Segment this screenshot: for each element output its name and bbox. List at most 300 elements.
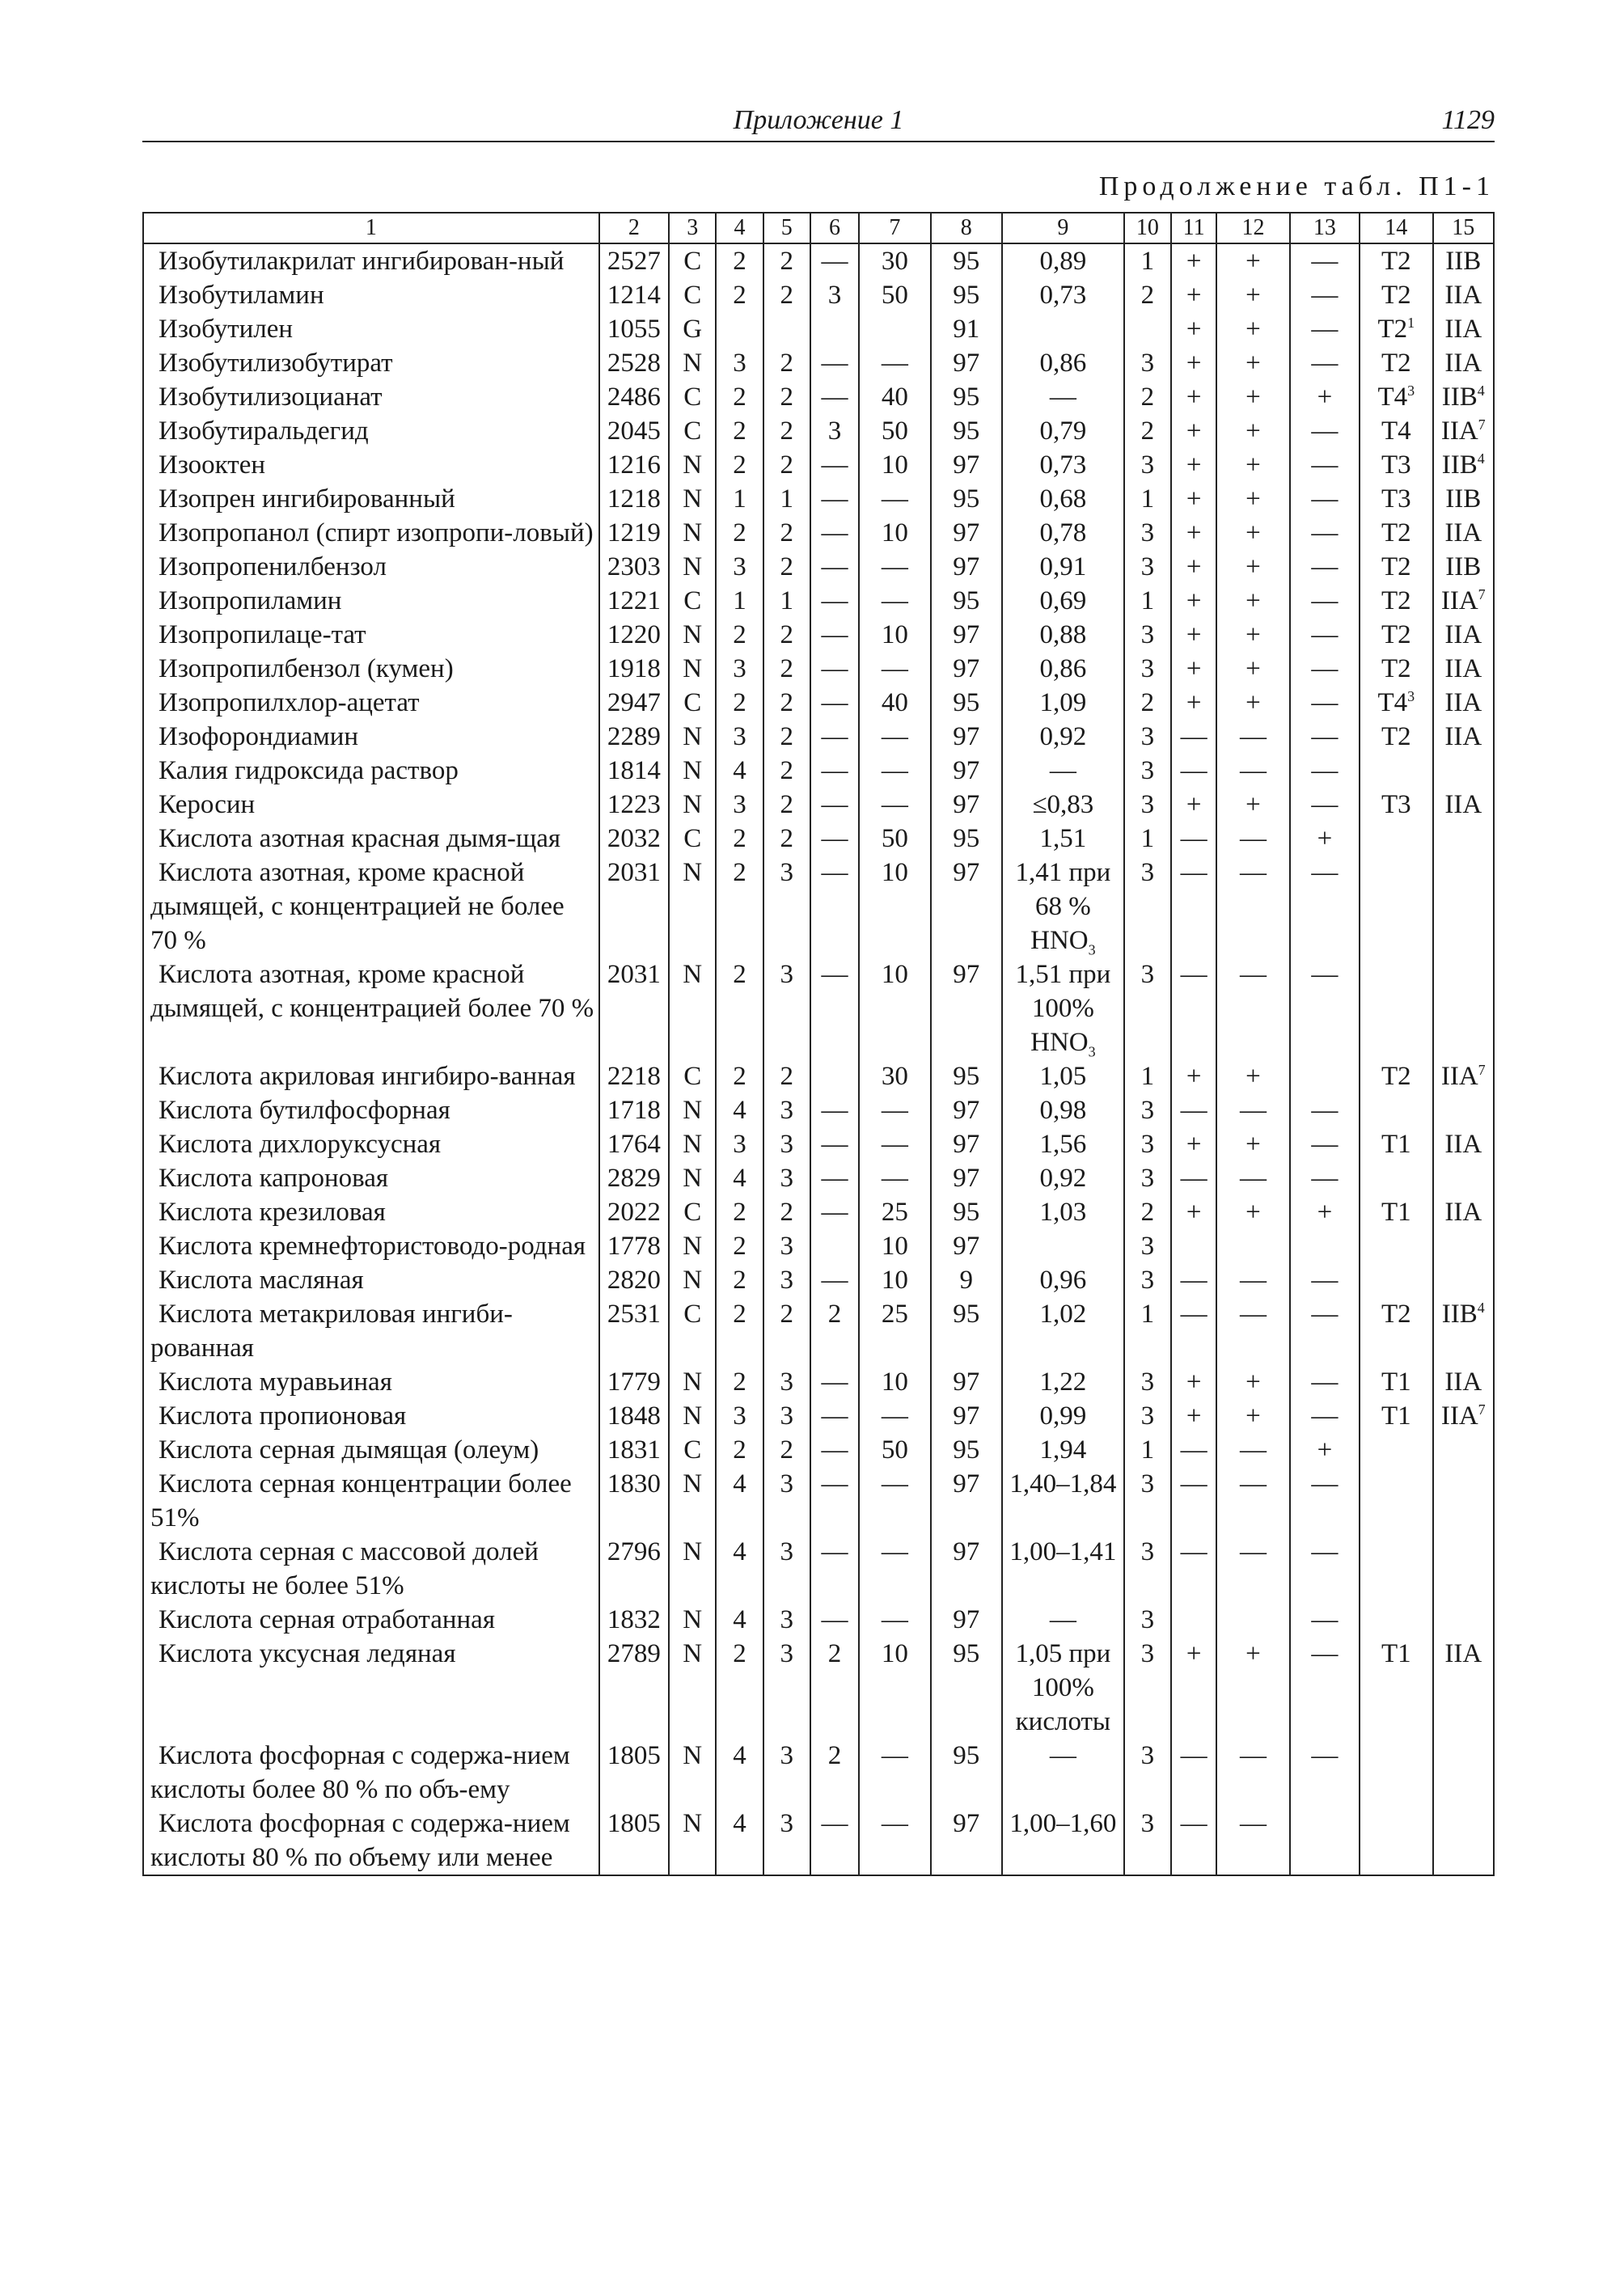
cell-col-5 (763, 686, 810, 720)
cell-col-10 (1124, 1195, 1171, 1229)
cell-col-7 (859, 652, 930, 686)
cell-col-8 (931, 243, 1002, 278)
cell-col-13 (1290, 686, 1360, 720)
cell-value: 1 (1140, 1300, 1155, 1329)
cell-value: 2 (827, 1300, 842, 1329)
cell-col-15 (1433, 243, 1494, 278)
substance-name-text: Изопрен ингибированный (159, 484, 455, 514)
cell-col-8 (931, 482, 1002, 516)
cell-col-7 (859, 957, 930, 1059)
cell-value: + (1186, 1198, 1202, 1227)
cell-value: 3 (1140, 722, 1155, 751)
substance-name (143, 822, 599, 856)
cell-value: — (1311, 688, 1339, 717)
cell-value: 3 (780, 1130, 793, 1159)
cell-value: 0,88 (1039, 620, 1087, 649)
cell-col-10 (1124, 1093, 1171, 1127)
cell-col-12 (1216, 346, 1289, 380)
cell-value: + (1186, 1130, 1202, 1159)
cell-col-14 (1360, 788, 1432, 822)
cell-col-8 (931, 1195, 1002, 1229)
cell-value: N (683, 722, 703, 751)
cell-value: + (1245, 450, 1261, 480)
cell-value: C (683, 416, 702, 446)
substance-name-text: Кислота серная концентрации более 51% (150, 1469, 572, 1532)
cell-col-13 (1290, 550, 1360, 584)
cell-value: 1 (733, 586, 746, 615)
substance-name-text: Кислота фосфорная с содержа-нием кислоты 80 % по объему или менее (150, 1809, 570, 1872)
cell-value: 3 (1140, 790, 1155, 819)
cell-col-2 (599, 482, 669, 516)
cell-value: 2303 (607, 552, 661, 581)
cell-col-10 (1124, 1467, 1171, 1535)
cell-value: 0,99 (1039, 1401, 1087, 1431)
substance-name (143, 1161, 599, 1195)
cell-col-15 (1433, 1535, 1494, 1603)
cell-value: 3 (827, 416, 842, 446)
cell-col-14 (1360, 1739, 1432, 1807)
cell-value: 1,51 (1039, 824, 1087, 853)
cell-col-10 (1124, 754, 1171, 788)
footnote-mark: 7 (1478, 1062, 1486, 1078)
cell-col-12 (1216, 448, 1289, 482)
cell-col-10 (1124, 1739, 1171, 1807)
cell-col-14 (1360, 686, 1432, 720)
cell-value: N (683, 1605, 703, 1634)
cell-value: T2 (1381, 654, 1411, 683)
cell-col-6 (810, 584, 859, 618)
cell-value: 50 (881, 281, 908, 310)
cell-col-8 (931, 380, 1002, 414)
cell-col-8 (931, 312, 1002, 346)
cell-col-15 (1433, 482, 1494, 516)
cell-value: — (1049, 756, 1076, 785)
cell-value: 2 (780, 383, 793, 412)
table-row (143, 1637, 1494, 1739)
cell-value: 2 (780, 1435, 793, 1465)
cell-col-8 (931, 1807, 1002, 1875)
cell-col-14 (1360, 1297, 1432, 1365)
cell-col-11 (1171, 1739, 1216, 1807)
cell-col-7 (859, 720, 930, 754)
cell-col-6 (810, 1263, 859, 1297)
cell-col-4 (716, 1297, 763, 1365)
cell-value: — (1180, 1741, 1207, 1770)
cell-value: 3 (780, 1605, 793, 1634)
cell-col-15 (1433, 1739, 1494, 1807)
cell-value: 1918 (607, 654, 661, 683)
substance-name-text: Изобутилизобутират (159, 349, 393, 378)
cell-value: — (821, 620, 848, 649)
table-row (143, 1297, 1494, 1365)
cell-value: — (1180, 756, 1207, 785)
cell-col-5 (763, 1603, 810, 1637)
cell-value: + (1186, 450, 1202, 480)
cell-value: + (1245, 247, 1261, 276)
cell-col-9 (1002, 243, 1124, 278)
cell-value: 0,91 (1039, 552, 1087, 581)
cell-value: — (881, 552, 908, 581)
cell-value: + (1186, 315, 1202, 344)
substance-name-text: Изопропанол (спирт изопропи-ловый) (159, 518, 594, 547)
substance-name-text: Изопропенилбензол (159, 552, 387, 581)
cell-value: 1 (780, 484, 793, 514)
cell-value: — (1180, 824, 1207, 853)
cell-col-15 (1433, 1637, 1494, 1739)
cell-col-13 (1290, 1637, 1360, 1739)
cell-col-5 (763, 380, 810, 414)
cell-col-2 (599, 1229, 669, 1263)
cell-value: IIA (1444, 620, 1482, 649)
cell-col-7 (859, 448, 930, 482)
footnote-mark: 4 (1477, 1300, 1485, 1316)
cell-col-14 (1360, 1263, 1432, 1297)
cell-col-9 (1002, 1535, 1124, 1603)
cell-value: 3 (1140, 960, 1155, 989)
substance-name-text: Изобутилизоцианат (159, 383, 383, 412)
cell-value: 1778 (607, 1232, 661, 1261)
cell-value: 1,05 при 100% кислоты (1015, 1639, 1111, 1736)
column-number-3: 3 (669, 213, 716, 243)
cell-value: — (1311, 1741, 1339, 1770)
cell-value: + (1245, 654, 1261, 683)
cell-col-6 (810, 1127, 859, 1161)
cell-col-15 (1433, 380, 1494, 414)
cell-col-10 (1124, 1807, 1171, 1875)
cell-col-4 (716, 1229, 763, 1263)
footnote-mark: 7 (1478, 586, 1486, 602)
cell-col-8 (931, 856, 1002, 957)
cell-value: 1 (1140, 586, 1155, 615)
cell-col-11 (1171, 380, 1216, 414)
cell-col-3 (669, 1535, 716, 1603)
substance-name-text: Изобутиральдегид (159, 416, 369, 446)
cell-value: — (821, 1164, 848, 1193)
cell-value: 0,73 (1039, 281, 1087, 310)
cell-col-14 (1360, 1467, 1432, 1535)
cell-col-13 (1290, 1195, 1360, 1229)
substance-name-text: Кислота азотная, кроме красной дымящей, с концентрацией не более 70 % (150, 858, 565, 955)
page-number: 1129 (1441, 105, 1495, 135)
cell-value: N (683, 518, 703, 547)
cell-col-13 (1290, 1229, 1360, 1263)
cell-col-8 (931, 448, 1002, 482)
cell-value: 3 (733, 790, 746, 819)
cell-col-11 (1171, 584, 1216, 618)
cell-value: 1223 (607, 790, 661, 819)
cell-col-11 (1171, 448, 1216, 482)
cell-value: + (1186, 1401, 1202, 1431)
cell-col-10 (1124, 346, 1171, 380)
cell-value: — (881, 1164, 908, 1193)
cell-col-6 (810, 516, 859, 550)
cell-col-7 (859, 516, 930, 550)
cell-value: — (1311, 1469, 1339, 1498)
cell-value: 97 (953, 1164, 980, 1193)
cell-value: 25 (881, 1300, 908, 1329)
cell-col-15 (1433, 788, 1494, 822)
cell-value: 1,40–1,84 (1009, 1469, 1117, 1498)
cell-value: 1848 (607, 1401, 661, 1431)
cell-col-10 (1124, 856, 1171, 957)
substance-name-text: Керосин (159, 790, 256, 819)
cell-value: + (1245, 383, 1261, 412)
cell-value: 2 (780, 790, 793, 819)
cell-value: N (683, 1130, 703, 1159)
cell-value: 95 (953, 1198, 980, 1227)
cell-value: IIA (1440, 416, 1478, 446)
cell-value: + (1245, 688, 1261, 717)
cell-value: — (881, 1469, 908, 1498)
cell-value: 2 (780, 756, 793, 785)
subscript: 3 (1088, 1043, 1096, 1059)
cell-value: 10 (881, 1367, 908, 1397)
cell-value: IIA (1444, 315, 1482, 344)
cell-col-15 (1433, 312, 1494, 346)
cell-value: T1 (1381, 1198, 1411, 1227)
substance-name-text: Изопропилбензол (кумен) (159, 654, 454, 683)
cell-value: 1,03 (1039, 1198, 1087, 1227)
cell-col-9 (1002, 312, 1124, 346)
cell-value: T2 (1381, 1300, 1411, 1329)
cell-value: + (1245, 1639, 1261, 1668)
substance-name-text: Кислота акриловая ингибиро-ванная (159, 1062, 576, 1091)
substance-name-text: Изофорондиамин (159, 722, 359, 751)
cell-value: 95 (953, 416, 980, 446)
cell-value: 1055 (607, 315, 661, 344)
cell-value: 2 (780, 518, 793, 547)
cell-col-5 (763, 1637, 810, 1739)
cell-value: 1805 (607, 1741, 661, 1770)
cell-value: + (1245, 586, 1261, 615)
substance-name (143, 312, 599, 346)
cell-value: 95 (953, 1435, 980, 1465)
cell-value: 2032 (607, 824, 661, 853)
cell-col-9 (1002, 1467, 1124, 1535)
cell-value: 2 (827, 1741, 842, 1770)
cell-col-6 (810, 957, 859, 1059)
cell-value: 3 (733, 1130, 746, 1159)
cell-value: 2 (1140, 416, 1155, 446)
cell-value: 10 (881, 620, 908, 649)
cell-col-11 (1171, 1297, 1216, 1365)
cell-col-14 (1360, 516, 1432, 550)
cell-value: — (1311, 315, 1339, 344)
cell-col-6 (810, 1739, 859, 1807)
cell-col-8 (931, 1229, 1002, 1263)
cell-col-8 (931, 686, 1002, 720)
cell-value: 2 (733, 960, 746, 989)
cell-col-2 (599, 1535, 669, 1603)
cell-value: 1,51 при 100% HNO (1015, 960, 1111, 1057)
cell-col-3 (669, 278, 716, 312)
cell-col-8 (931, 1467, 1002, 1535)
cell-col-12 (1216, 550, 1289, 584)
cell-col-15 (1433, 1093, 1494, 1127)
cell-value: — (1239, 1809, 1267, 1838)
cell-col-13 (1290, 414, 1360, 448)
cell-col-3 (669, 312, 716, 346)
cell-col-7 (859, 380, 930, 414)
cell-col-5 (763, 822, 810, 856)
cell-col-14 (1360, 550, 1432, 584)
cell-value: 10 (881, 858, 908, 887)
cell-value: — (1239, 1096, 1267, 1125)
cell-value: — (821, 1401, 848, 1431)
cell-col-2 (599, 584, 669, 618)
cell-col-6 (810, 1059, 859, 1093)
cell-value: 97 (953, 1605, 980, 1634)
substance-name (143, 1739, 599, 1807)
cell-value: 10 (881, 518, 908, 547)
substances-table (142, 212, 1495, 1876)
cell-value: — (1311, 349, 1339, 378)
cell-col-9 (1002, 550, 1124, 584)
cell-value: C (683, 688, 702, 717)
cell-value: T4 (1377, 383, 1408, 412)
table-row (143, 482, 1494, 516)
footnote-mark: 7 (1478, 416, 1486, 433)
cell-col-13 (1290, 1127, 1360, 1161)
cell-value: 97 (953, 450, 980, 480)
cell-value: 4 (733, 1537, 746, 1566)
substance-name (143, 1603, 599, 1637)
cell-col-4 (716, 243, 763, 278)
cell-value: — (821, 1435, 848, 1465)
table-row (143, 1603, 1494, 1637)
cell-col-13 (1290, 516, 1360, 550)
cell-value: N (683, 484, 703, 514)
cell-value: 3 (733, 654, 746, 683)
cell-value: IIA (1444, 722, 1482, 751)
cell-col-8 (931, 1399, 1002, 1433)
footnote-mark: 7 (1478, 1401, 1486, 1418)
table-row (143, 1161, 1494, 1195)
cell-col-3 (669, 482, 716, 516)
cell-col-12 (1216, 312, 1289, 346)
cell-col-12 (1216, 414, 1289, 448)
cell-col-14 (1360, 278, 1432, 312)
cell-value: + (1245, 416, 1261, 446)
cell-col-10 (1124, 312, 1171, 346)
cell-col-14 (1360, 448, 1432, 482)
cell-col-6 (810, 1433, 859, 1467)
cell-col-11 (1171, 1433, 1216, 1467)
cell-value: + (1186, 416, 1202, 446)
cell-value: — (1311, 1164, 1339, 1193)
cell-col-12 (1216, 754, 1289, 788)
cell-value: — (881, 756, 908, 785)
cell-value: 2 (733, 824, 746, 853)
cell-value: 97 (953, 1469, 980, 1498)
cell-col-5 (763, 550, 810, 584)
cell-value: 2 (733, 620, 746, 649)
cell-col-10 (1124, 1399, 1171, 1433)
cell-value: — (1239, 1164, 1267, 1193)
cell-col-8 (931, 414, 1002, 448)
cell-col-8 (931, 822, 1002, 856)
cell-col-11 (1171, 754, 1216, 788)
cell-col-9 (1002, 1399, 1124, 1433)
cell-value: T2 (1381, 552, 1411, 581)
cell-col-5 (763, 788, 810, 822)
cell-value: — (881, 1741, 908, 1770)
cell-value: 3 (733, 349, 746, 378)
substance-name (143, 1263, 599, 1297)
substance-name-text: Кислота уксусная ледяная (159, 1639, 456, 1668)
cell-value: 25 (881, 1198, 908, 1227)
cell-value: 3 (1140, 756, 1155, 785)
cell-value: 2 (733, 1062, 746, 1091)
cell-value: — (881, 484, 908, 514)
cell-col-12 (1216, 1433, 1289, 1467)
cell-value: 3 (1140, 1401, 1155, 1431)
cell-col-12 (1216, 243, 1289, 278)
cell-value: N (683, 1401, 703, 1431)
cell-value: 2 (733, 1198, 746, 1227)
cell-value: — (881, 1401, 908, 1431)
cell-value: 95 (953, 1741, 980, 1770)
cell-col-8 (931, 1263, 1002, 1297)
cell-value: — (1311, 722, 1339, 751)
cell-value: 1,41 при 68 % HNO (1015, 858, 1111, 955)
cell-col-8 (931, 788, 1002, 822)
cell-value: 3 (780, 1639, 793, 1668)
cell-col-9 (1002, 278, 1124, 312)
cell-value: 95 (953, 586, 980, 615)
cell-col-4 (716, 380, 763, 414)
cell-col-10 (1124, 584, 1171, 618)
cell-col-6 (810, 1603, 859, 1637)
cell-col-8 (931, 1059, 1002, 1093)
cell-col-9 (1002, 754, 1124, 788)
cell-col-2 (599, 788, 669, 822)
column-number-11: 11 (1171, 213, 1216, 243)
substance-name (143, 346, 599, 380)
cell-value: T1 (1381, 1639, 1411, 1668)
cell-value: — (881, 349, 908, 378)
cell-col-4 (716, 1263, 763, 1297)
cell-value: — (821, 450, 848, 480)
cell-value: 2 (827, 1639, 842, 1668)
column-number-12: 12 (1216, 213, 1289, 243)
cell-col-12 (1216, 720, 1289, 754)
cell-col-6 (810, 1365, 859, 1399)
cell-value: — (1311, 1401, 1339, 1431)
cell-col-10 (1124, 720, 1171, 754)
cell-col-11 (1171, 1127, 1216, 1161)
cell-col-11 (1171, 788, 1216, 822)
cell-value: 2 (733, 416, 746, 446)
cell-col-14 (1360, 1399, 1432, 1433)
cell-col-12 (1216, 584, 1289, 618)
cell-col-13 (1290, 312, 1360, 346)
cell-value: IIA (1440, 586, 1478, 615)
cell-col-12 (1216, 856, 1289, 957)
substance-name-text: Кислота муравьиная (159, 1367, 392, 1397)
cell-col-8 (931, 584, 1002, 618)
cell-col-12 (1216, 1297, 1289, 1365)
cell-col-10 (1124, 516, 1171, 550)
cell-col-14 (1360, 1637, 1432, 1739)
cell-value: 3 (1140, 1232, 1155, 1261)
cell-value: C (683, 247, 702, 276)
cell-value: — (821, 586, 848, 615)
cell-col-13 (1290, 1603, 1360, 1637)
cell-value: 2289 (607, 722, 661, 751)
cell-value: 2 (780, 1198, 793, 1227)
column-number-8: 8 (931, 213, 1002, 243)
